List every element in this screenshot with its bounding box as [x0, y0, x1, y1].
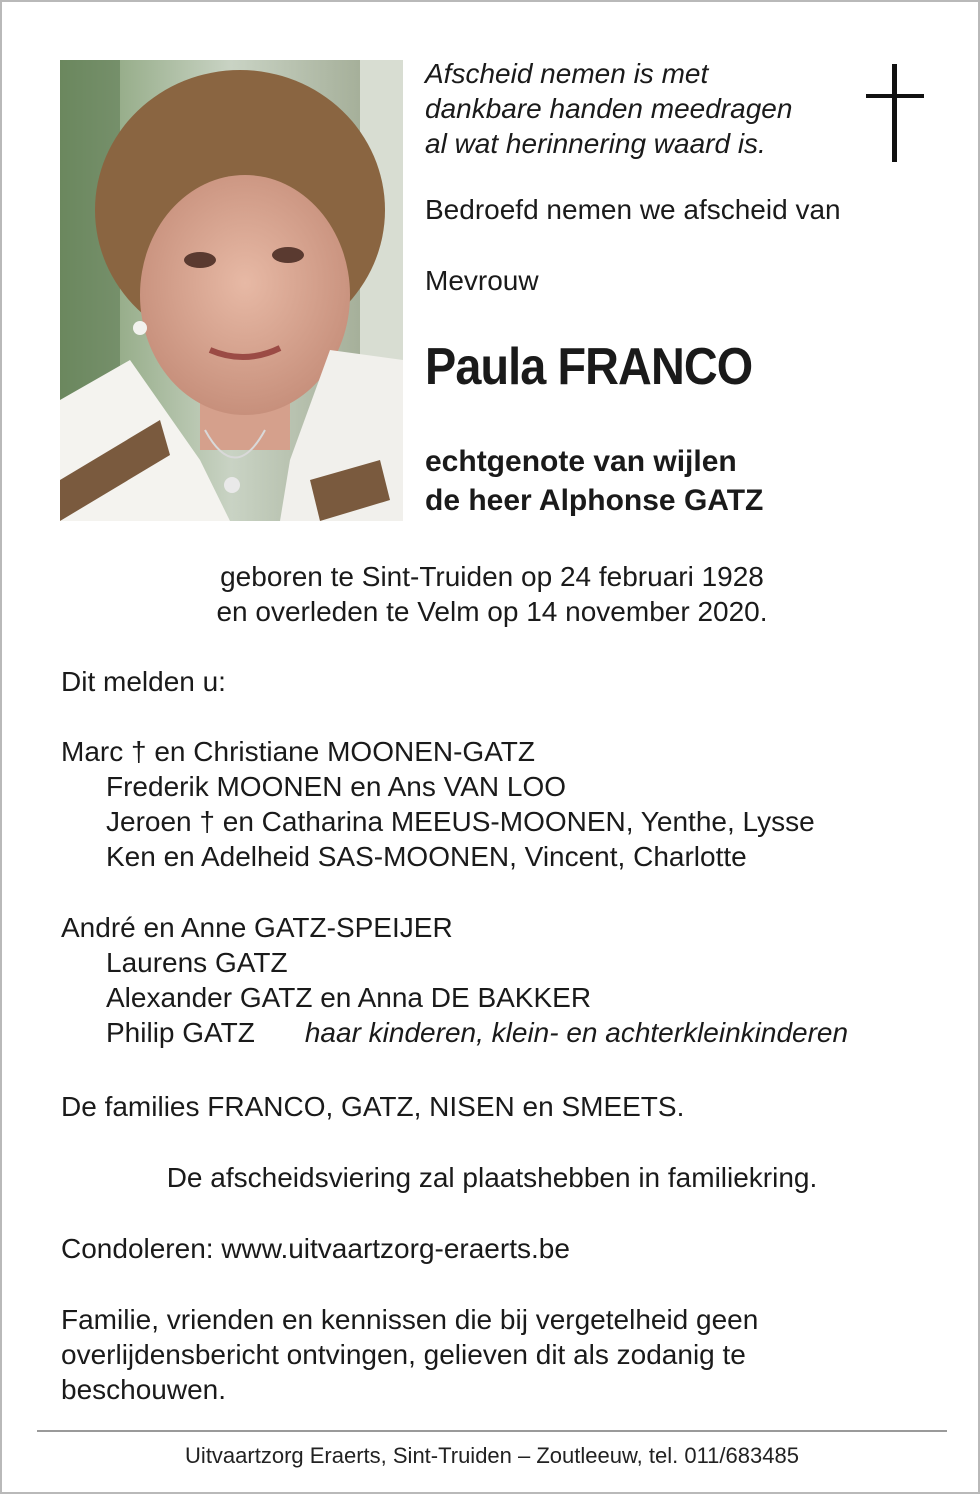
death-line: en overleden te Velm op 14 november 2020. [216, 596, 768, 627]
poem-line: dankbare handen meedragen [425, 93, 793, 124]
notice-text [61, 1302, 758, 1407]
family-member: Jeroen † en Catharina MEEUS-MOONEN, Yenthe, Lysse [106, 806, 815, 837]
deceased-name: Paula FRANCO [425, 338, 753, 396]
salutation: Mevrouw [425, 265, 539, 296]
intro-text: Bedroefd nemen we afscheid van [425, 194, 841, 225]
relation-note: haar kinderen, klein- en achterkleinkinderen [304, 1017, 849, 1048]
condolences-text: Condoleren: www.uitvaartzorg-eraerts.be [61, 1233, 570, 1264]
poem-line: Afscheid nemen is met [425, 58, 709, 89]
family-group-1 [61, 734, 815, 874]
birth-death-info [2, 559, 980, 629]
family-head: André en Anne GATZ-SPEIJER [61, 912, 453, 943]
birth-line: geboren te Sint-Truiden op 24 februari 1928 [220, 561, 764, 592]
spouse-line: echtgenote van wijlen [425, 445, 737, 478]
announcement: Dit melden u: [61, 666, 226, 697]
poem [425, 56, 792, 161]
families-line: De families FRANCO, GATZ, NISEN en SMEETS. [61, 1091, 685, 1122]
family-member: Frederik MOONEN en Ans VAN LOO [106, 771, 567, 802]
family-member: Philip GATZ [106, 1017, 255, 1048]
spouse-line: de heer Alphonse GATZ [425, 484, 764, 517]
spouse-info [425, 442, 763, 520]
family-group-2 [61, 910, 848, 1050]
poem-line: al wat herinnering waard is. [425, 128, 766, 159]
family-member: Laurens GATZ [106, 947, 288, 978]
notice-line: Familie, vrienden en kennissen die bij vergetelheid geen [61, 1304, 759, 1335]
notice-line: beschouwen. [61, 1374, 227, 1405]
portrait-photo [60, 60, 403, 521]
cross-icon [866, 64, 924, 162]
family-member: Alexander GATZ en Anna DE BAKKER [106, 982, 592, 1013]
family-head: Marc † en Christiane MOONEN-GATZ [61, 736, 536, 767]
notice-line: overlijdensbericht ontvingen, gelieven dit als zodanig te [61, 1339, 746, 1370]
ceremony-text: De afscheidsviering zal plaatshebben in familiekring. [166, 1162, 818, 1193]
family-member: Ken en Adelheid SAS-MOONEN, Vincent, Charlotte [106, 841, 747, 872]
family-member-with-note [61, 1015, 848, 1050]
footer-divider [37, 1430, 947, 1432]
footer-text: Uitvaartzorg Eraerts, Sint-Truiden – Zoutleeuw, tel. 011/683485 [185, 1443, 799, 1468]
